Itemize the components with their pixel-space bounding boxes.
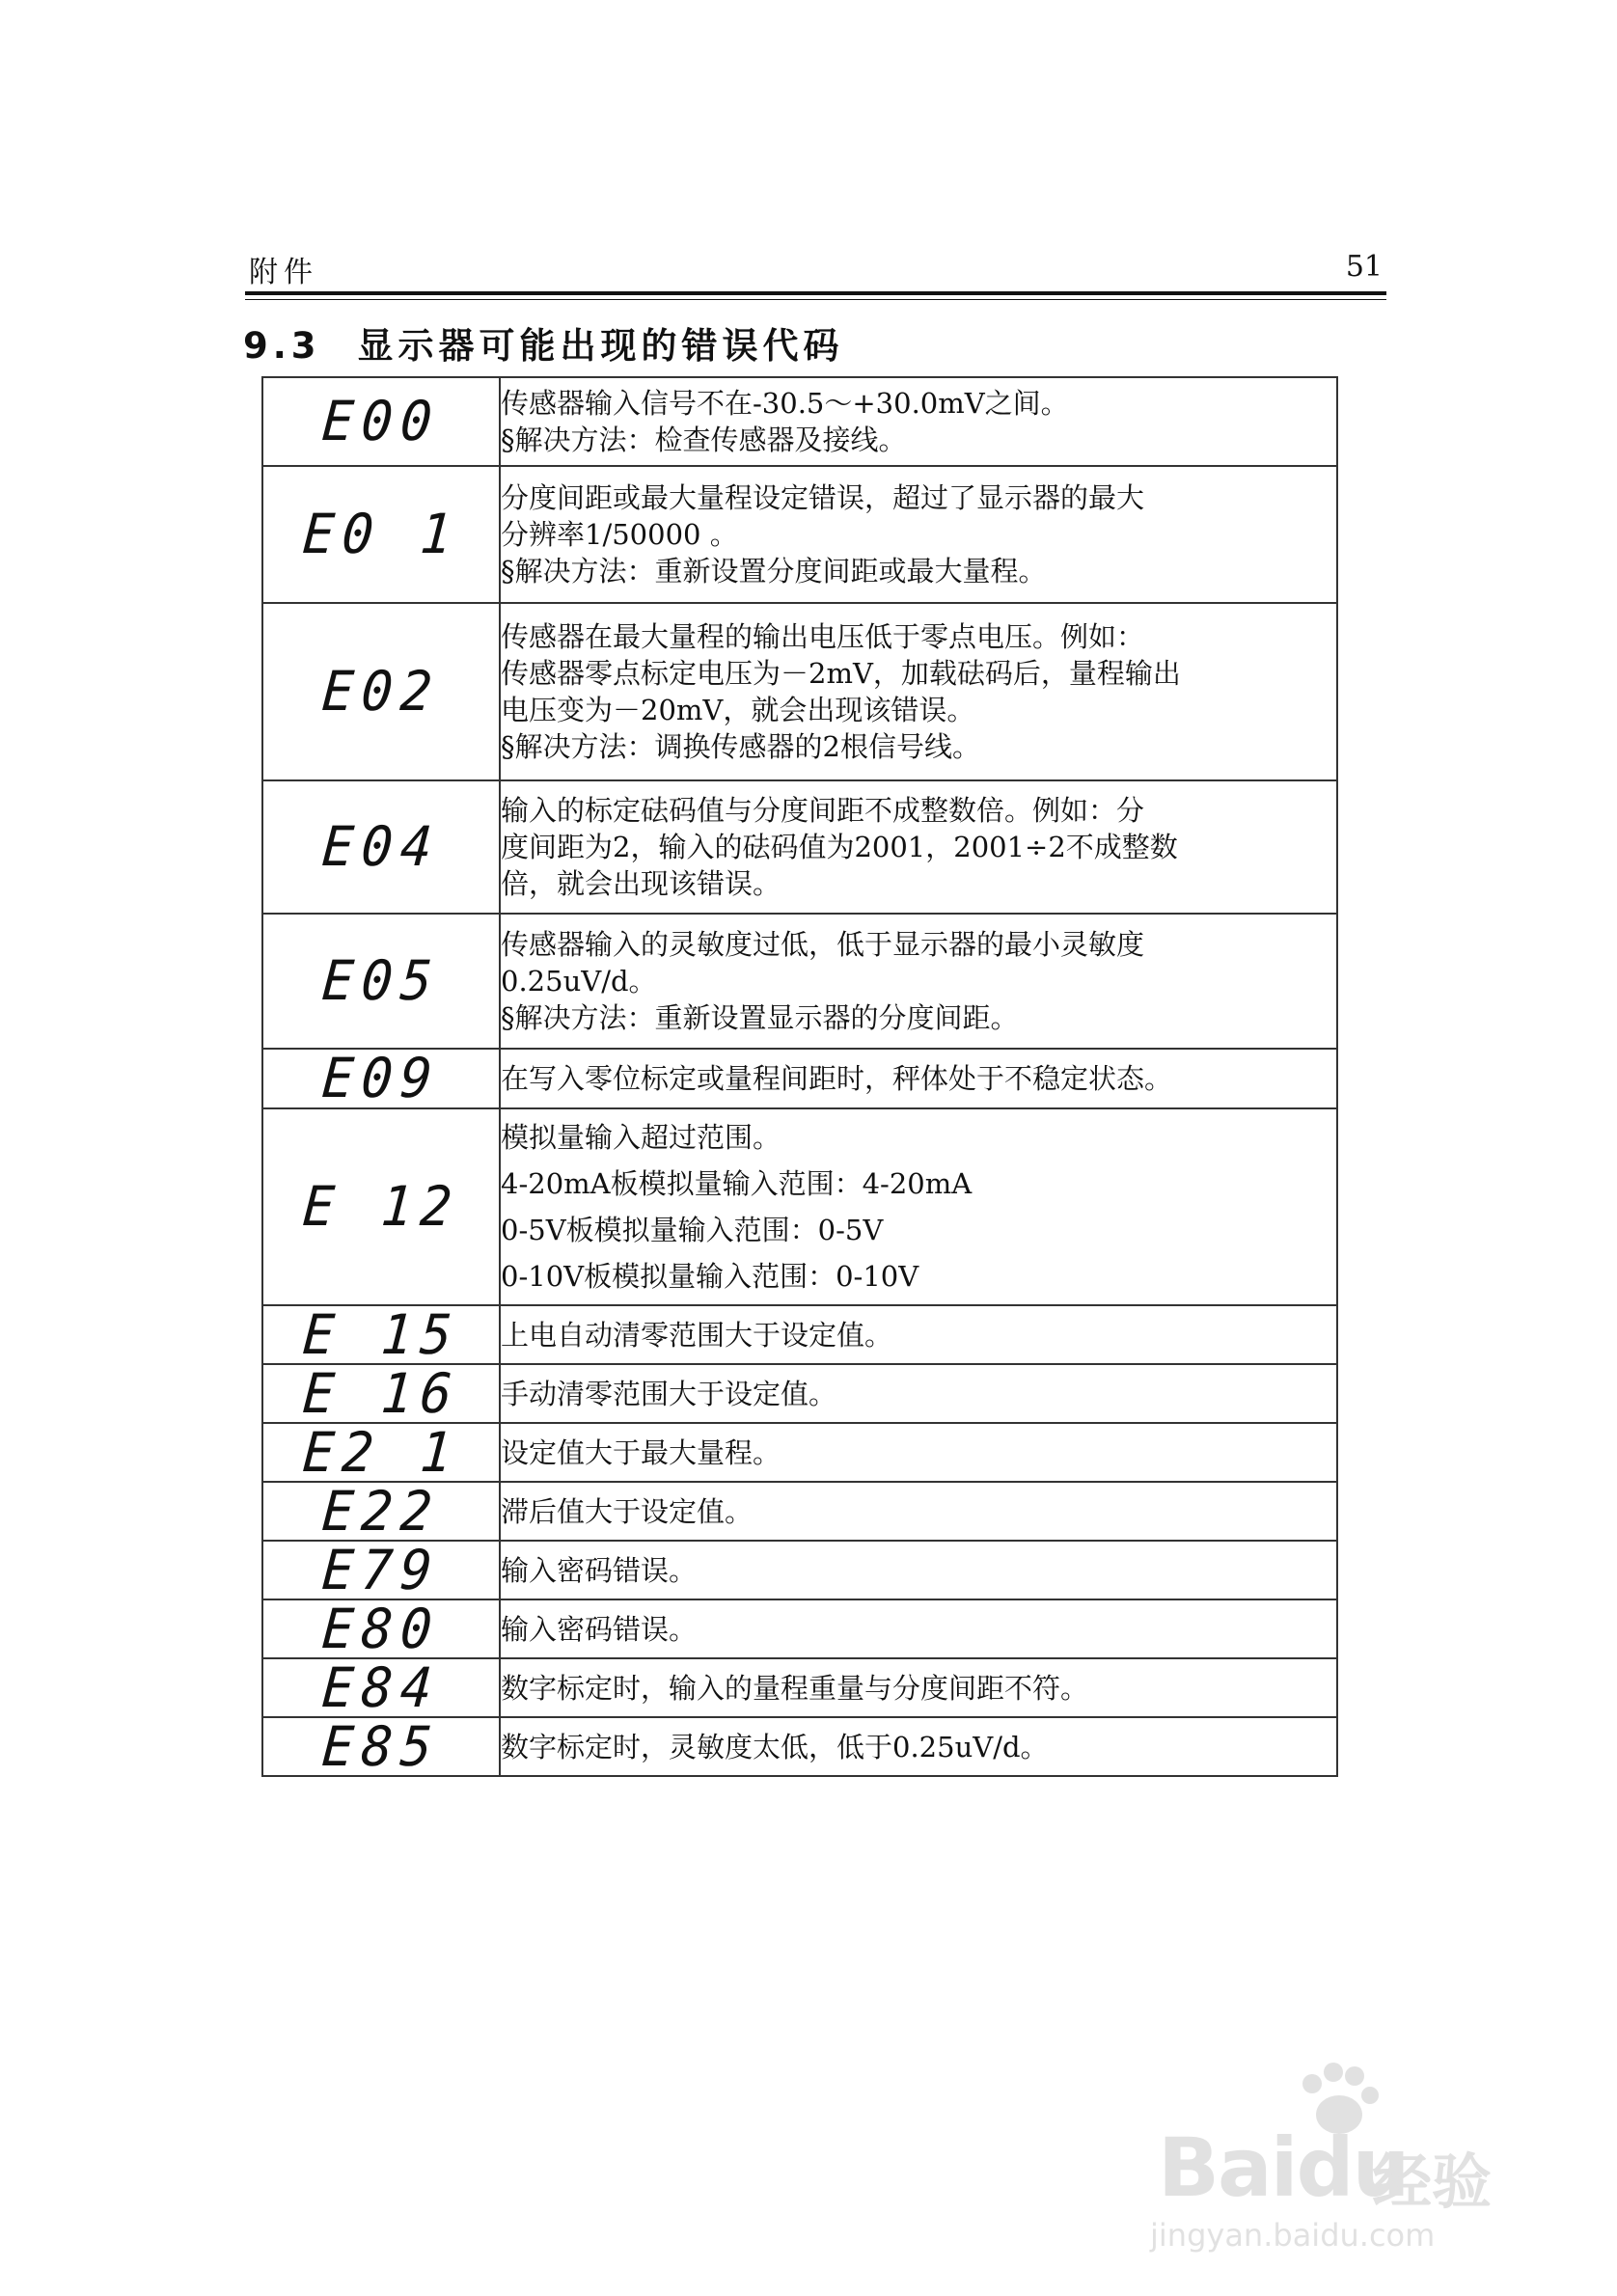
error-description-cell <box>500 1423 1337 1482</box>
description-line: §解决方法：重新设置分度间距或最大量程。 <box>501 555 1047 588</box>
description-line: 传感器输入的灵敏度过低，低于显示器的最小灵敏度 <box>501 928 1145 961</box>
description-line: 分度间距或最大量程设定错误，超过了显示器的最大 <box>501 481 1145 514</box>
table-row <box>262 1599 1337 1658</box>
table-row <box>262 466 1337 603</box>
description-line: 输入密码错误。 <box>501 1553 698 1587</box>
error-description-cell <box>500 1108 1337 1305</box>
description-line: 模拟量输入超过范围。 <box>501 1121 781 1154</box>
error-code-cell <box>262 377 500 466</box>
table-row <box>262 914 1337 1049</box>
description-line: 手动清零范围大于设定值。 <box>501 1377 837 1410</box>
description-line: §解决方法：检查传感器及接线。 <box>501 424 907 456</box>
error-description-cell <box>500 1717 1337 1776</box>
description-line: §解决方法：重新设置显示器的分度间距。 <box>501 1001 1019 1034</box>
description-line: §解决方法：调换传感器的2根信号线。 <box>501 730 980 763</box>
table-row <box>262 1717 1337 1776</box>
table-row <box>262 603 1337 780</box>
description-line: 传感器在最大量程的输出电压低于零点电压。例如： <box>501 620 1145 653</box>
description-line: 数字标定时，灵敏度太低，低于0.25uV/d。 <box>501 1730 1049 1763</box>
description-line: 输入的标定砝码值与分度间距不成整数倍。例如：分 <box>501 794 1145 827</box>
table-row <box>262 1108 1337 1305</box>
error-description-cell <box>500 603 1337 780</box>
description-line: 在写入零位标定或量程间距时，秤体处于不稳定状态。 <box>501 1062 1173 1095</box>
description-line: 传感器零点标定电压为－2mV，加载砝码后，量程输出 <box>501 657 1181 690</box>
watermark-url: jingyan.baidu.com <box>1150 2217 1436 2254</box>
error-code-cell <box>262 466 500 603</box>
error-code-cell <box>262 1046 500 1110</box>
error-code-cell <box>262 1301 500 1367</box>
page-header <box>245 248 1386 288</box>
error-code: E02 <box>319 659 443 724</box>
error-code-cell <box>262 1419 500 1485</box>
table-row <box>262 1364 1337 1423</box>
table-row <box>262 1049 1337 1108</box>
error-code-table <box>261 376 1338 1777</box>
error-description-cell <box>500 1364 1337 1423</box>
description-line: 度间距为2，输入的砝码值为2001，2001÷2不成整数 <box>501 831 1178 863</box>
error-code: E 15 <box>300 1301 462 1367</box>
table-row <box>262 1423 1337 1482</box>
error-description-cell <box>500 1049 1337 1108</box>
error-code-cell <box>262 1537 500 1602</box>
error-code: E80 <box>319 1596 443 1661</box>
header-rule-thin <box>245 299 1386 300</box>
page-number: 51 <box>1345 250 1383 284</box>
description-line: 上电自动清零范围大于设定值。 <box>501 1318 893 1352</box>
description-line: 数字标定时，输入的量程重量与分度间距不符。 <box>501 1671 1089 1705</box>
description-line: 滞后值大于设定值。 <box>501 1494 754 1528</box>
description-line: 电压变为－20mV，就会出现该错误。 <box>501 694 975 726</box>
section-title <box>243 316 844 369</box>
error-description-cell <box>500 1482 1337 1541</box>
error-code: E79 <box>319 1537 443 1602</box>
error-code: E 16 <box>300 1360 462 1426</box>
table-row <box>262 1482 1337 1541</box>
table-row <box>262 1305 1337 1364</box>
error-code: E85 <box>319 1713 443 1779</box>
error-code: E05 <box>319 948 443 1013</box>
description-line: 倍，就会出现该错误。 <box>501 867 781 900</box>
table-row <box>262 780 1337 914</box>
error-code-cell <box>262 1654 500 1720</box>
error-description-cell <box>500 1658 1337 1717</box>
error-code-cell <box>262 1596 500 1661</box>
table-row <box>262 377 1337 466</box>
error-code: E2 1 <box>300 1419 462 1485</box>
header-rule-thick <box>245 291 1386 295</box>
description-line: 设定值大于最大量程。 <box>501 1435 781 1469</box>
header-section-label: 附件 <box>249 256 318 289</box>
error-code: E00 <box>319 389 443 453</box>
error-code: E22 <box>319 1478 443 1544</box>
baidu-watermark <box>1148 2063 1534 2254</box>
error-code-cell <box>262 780 500 914</box>
error-code-cell <box>262 1108 500 1305</box>
description-line: 4-20mA板模拟量输入范围：4-20mA <box>501 1167 973 1200</box>
error-code: E04 <box>319 814 443 879</box>
error-code: E 12 <box>300 1174 462 1239</box>
error-description-cell <box>500 1305 1337 1364</box>
description-line: 传感器输入信号不在-30.5～+30.0mV之间。 <box>501 387 1069 420</box>
description-line: 输入密码错误。 <box>501 1612 698 1646</box>
error-code-cell <box>262 1713 500 1779</box>
error-description-cell <box>500 466 1337 603</box>
section-title-text: 显示器可能出现的错误代码 <box>357 325 844 367</box>
error-code-cell <box>262 1360 500 1426</box>
watermark-cn: 经验 <box>1372 2146 1493 2217</box>
error-description-cell <box>500 1541 1337 1599</box>
error-description-cell <box>500 1599 1337 1658</box>
error-code: E09 <box>319 1046 443 1110</box>
error-description-cell <box>500 914 1337 1049</box>
error-code: E84 <box>319 1654 443 1720</box>
error-description-cell <box>500 377 1337 466</box>
error-code-cell <box>262 1478 500 1544</box>
description-line: 0-5V板模拟量输入范围：0-5V <box>501 1214 884 1246</box>
description-line: 分辨率1/50000 。 <box>501 518 738 551</box>
table-row <box>262 1658 1337 1717</box>
description-line: 0-10V板模拟量输入范围：0-10V <box>501 1260 919 1293</box>
error-description-cell <box>500 780 1337 914</box>
watermark-brand: Baidu <box>1158 2120 1409 2215</box>
description-line: 0.25uV/d。 <box>501 965 657 998</box>
table-row <box>262 1541 1337 1599</box>
section-number: 9.3 <box>243 325 321 367</box>
error-code-cell <box>262 914 500 1049</box>
error-code-cell <box>262 603 500 780</box>
error-code: E0 1 <box>300 502 462 566</box>
